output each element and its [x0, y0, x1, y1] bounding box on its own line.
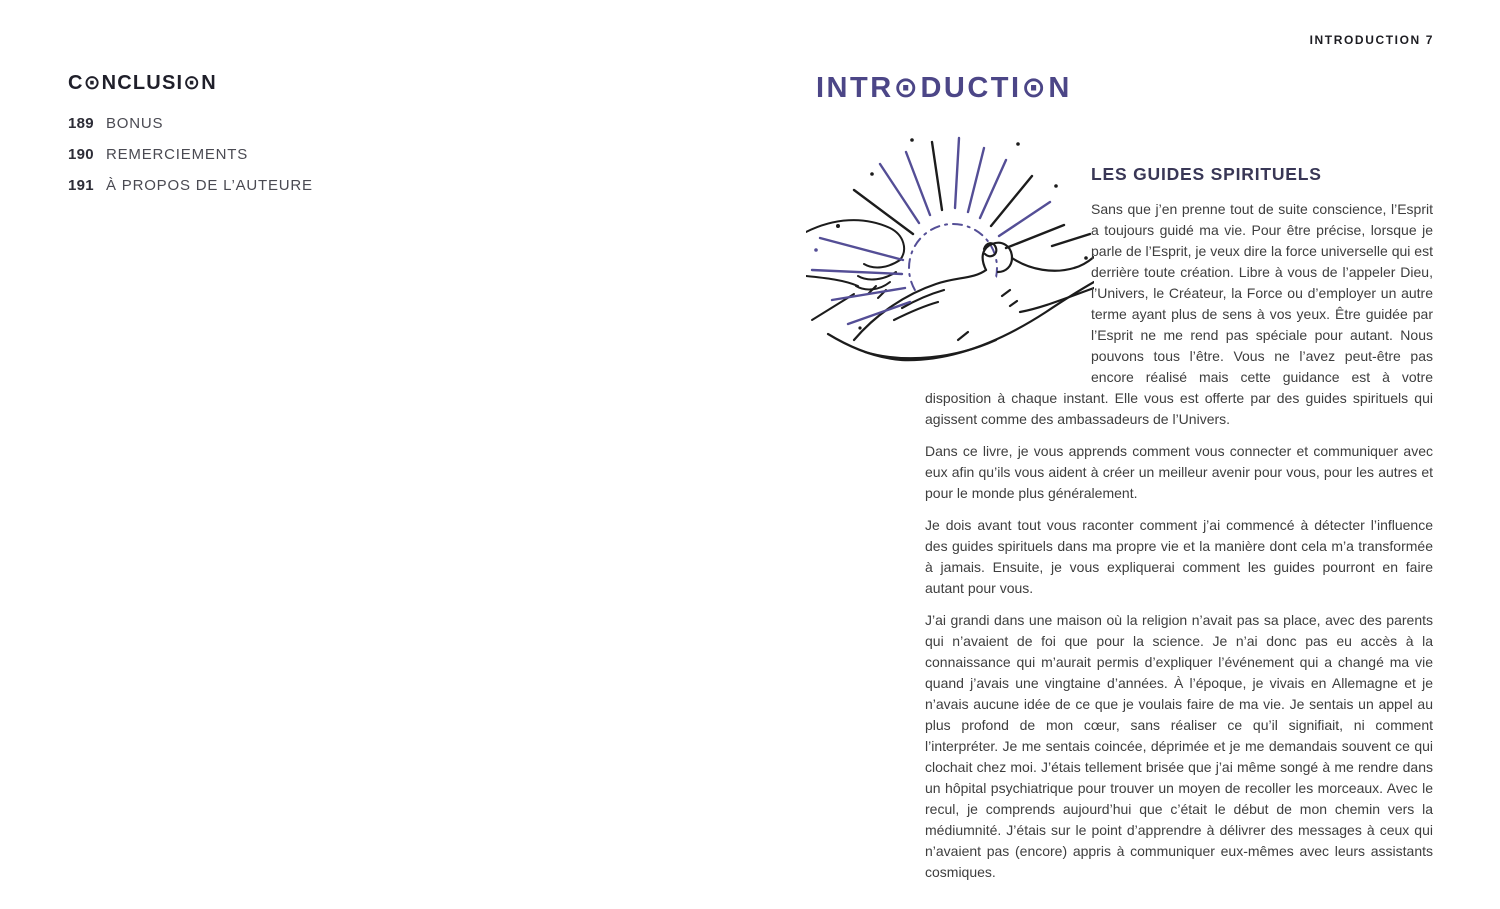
- toc-entry-label: BONUS: [106, 115, 164, 132]
- toc-row: [68, 146, 313, 163]
- chapter-body: [925, 162, 1433, 894]
- body-paragraph: Dans ce livre, je vous apprends comment vous connecter et communiquer avec eux afin qu’ils vous aident à créer un meilleur avenir pour vous, pour les autres et pour le monde plus généralement.: [925, 443, 1433, 501]
- illustration-wrap-spacer: [925, 162, 1091, 384]
- toc-conclusion-block: [68, 70, 313, 208]
- running-header: INTRODUCTION 7: [1309, 33, 1434, 47]
- toc-entry-label: À PROPOS DE L’AUTEURE: [106, 177, 313, 194]
- toc-row: [68, 115, 313, 132]
- body-paragraph: Je dois avant tout vous raconter comment j’ai commencé à détecter l’influence des guides spirituels dans ma propre vie et la manière dont cela m’a transformée à jamais. Ensuite, je vous expliquerai comment les guides pourront en faire autant pour vous.: [925, 517, 1433, 596]
- toc-entry-label: REMERCIEMENTS: [106, 146, 249, 163]
- toc-row: [68, 177, 313, 194]
- body-paragraph: J’ai grandi dans une maison où la religion n’avait pas sa place, avec des parents qui n’avaient de foi que pour la science. Je n’ai donc pas eu accès à la connaissance qui m’aurait permis d’expliquer l’événement qui a changé ma vie quand j’avais une vingtaine d’années. À l’époque, je vivais en Allemagne et je n’avais aucune idée de ce que je voulais faire de ma vie. Je sentais un appel au plus profond de mon cœur, sans réaliser ce qu’il signifiait, ni comment l’interpréter. Je me sentais coincée, déprimée et je me demandais souvent ce qui clochait chez moi. J’étais tellement brisée que j’ai même songé à me rendre dans un hôpital psychiatrique pour trouver un moyen de recoller les morceaux. Avec le recul, je comprends aujourd’hui que c’était le début de mon chemin vers la médiumnité. J’étais sur le point d’apprendre à délivrer des messages à ceux qui n’avaient pas (encore) appris à communiquer eux-mêmes avec leurs assistants cosmiques.: [925, 612, 1433, 880]
- toc-page-number: 189: [68, 115, 94, 132]
- toc-page-number: 191: [68, 177, 94, 194]
- chapter-title: INTR⊙DUCTI⊙N: [816, 72, 1072, 104]
- body-paragraph: Sans que j’en prenne tout de suite conscience, l’Esprit a toujours guidé ma vie. Pour être précise, lorsque je parle de l’Esprit, je veux dire la force universelle qui est derrière toute création. Libre à vous de l’appeler Dieu, l’Univers, le Créateur, la Force ou d’employer un autre terme ayant plus de sens à vos yeux. Être guidée par l’Esprit ne me rend pas spéciale pour autant. Nous pouvons tous l’être. Vous ne l’avez peut-être pas encore réalisé mais cette guidance est à votre disposition à chaque instant. Elle vous est offerte par des guides spirituels qui agissent comme des ambassadeurs de l’Univers.: [925, 201, 1433, 427]
- toc-page-number: 190: [68, 146, 94, 163]
- section-heading: LES GUIDES SPIRITUELS: [1091, 164, 1322, 184]
- toc-section-heading: C⊙NCLUSI⊙N: [68, 72, 217, 94]
